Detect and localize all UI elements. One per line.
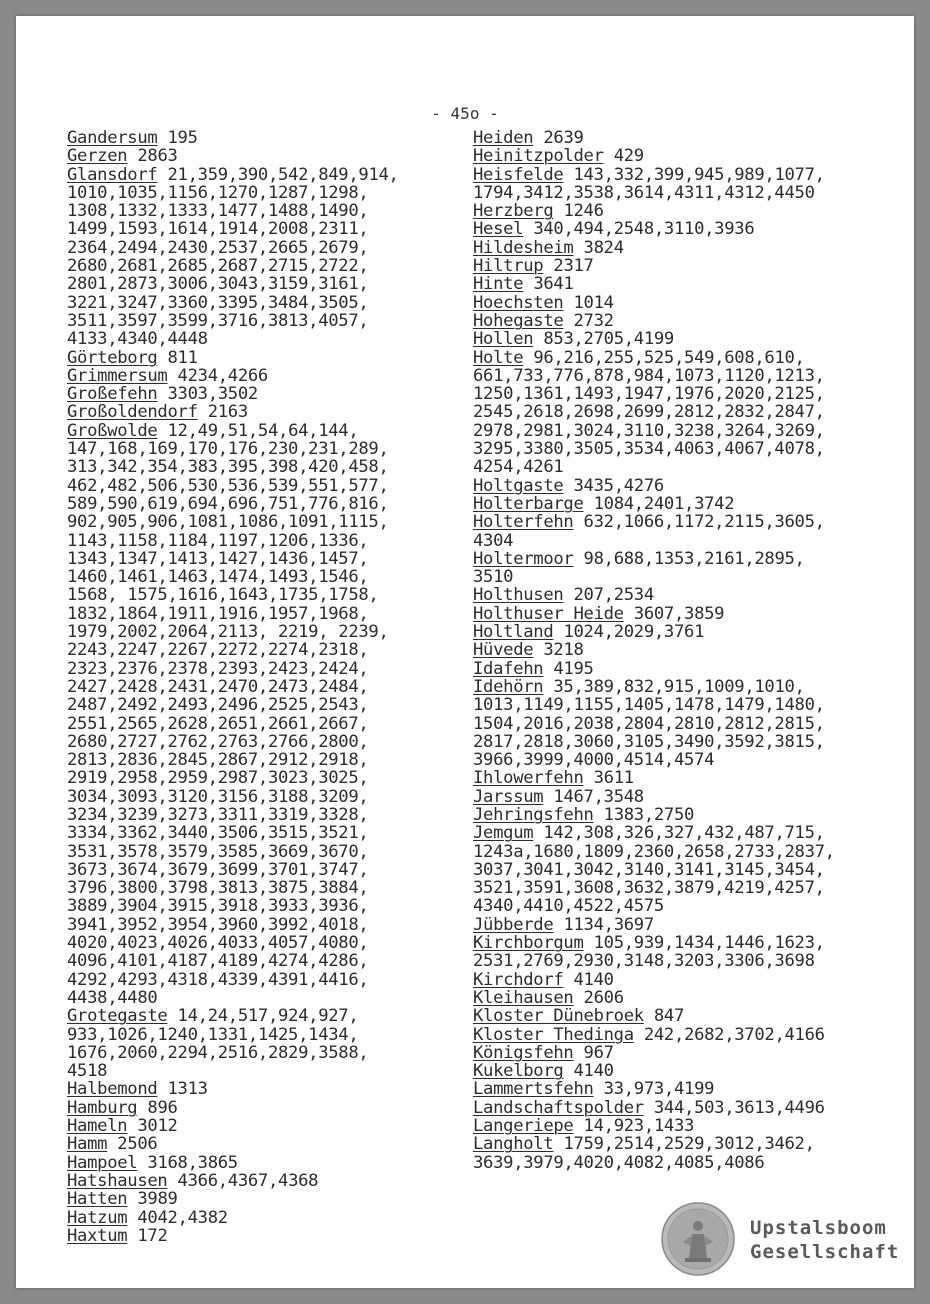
entry-numbers: 14,24,517,924,927, — [177, 1006, 359, 1027]
entry-numbers: 3034,3093,3120,3156,3188,3209, — [67, 786, 369, 807]
index-entry — [473, 660, 903, 678]
entry-numbers: 2863 — [137, 146, 178, 167]
entry-numbers: 2551,2565,2628,2651,2661,2667, — [67, 713, 369, 734]
place-name: Holtland — [473, 622, 554, 643]
place-name: Ihlowerfehn — [473, 768, 584, 789]
place-name: Hatten — [67, 1189, 128, 1210]
index-entry — [473, 824, 903, 915]
entry-numbers: 3511,3597,3599,3716,3813,4057, — [67, 310, 369, 331]
entry-numbers: 98,688,1353,2161,2895, — [583, 548, 805, 569]
entry-numbers: 1134,3697 — [563, 914, 654, 935]
entry-numbers: 853,2705,4199 — [543, 329, 674, 350]
entry-numbers: 1467,3548 — [553, 786, 644, 807]
index-entry — [473, 788, 903, 806]
index-entry — [473, 129, 903, 147]
entry-numbers: 4366,4367,4368 — [177, 1170, 319, 1191]
place-name: Holthuser Heide — [473, 603, 624, 624]
index-entry — [473, 495, 903, 513]
entry-numbers: 1243a,1680,1809,2360,2658,2733,2837, — [473, 841, 835, 862]
place-name: Holterfehn — [473, 512, 574, 533]
index-entry — [473, 623, 903, 641]
entry-numbers: 429 — [613, 146, 644, 167]
entry-numbers: 14,923,1433 — [583, 1116, 695, 1137]
entry-numbers: 4042,4382 — [137, 1207, 228, 1228]
place-name: Hiltrup — [473, 256, 544, 277]
entry-numbers: 1759,2514,2529,3012,3462, — [563, 1134, 815, 1155]
entry-numbers: 2506 — [117, 1134, 158, 1155]
index-column-left — [67, 129, 472, 1245]
index-entry — [473, 294, 903, 312]
entry-numbers: 661,733,776,878,984,1073,1120,1213, — [473, 365, 825, 386]
entry-numbers: 105,939,1434,1446,1623, — [593, 933, 825, 954]
entry-numbers: 2680,2727,2762,2763,2766,2800, — [67, 731, 369, 752]
index-entry — [67, 1117, 472, 1135]
index-entry — [473, 349, 903, 477]
entry-numbers: 172 — [137, 1225, 168, 1246]
entry-numbers: 35,389,832,915,1009,1010, — [553, 676, 805, 697]
entry-numbers: 3531,3578,3579,3585,3669,3670, — [67, 841, 369, 862]
index-entry — [473, 1007, 903, 1025]
entry-numbers: 1794,3412,3538,3614,4311,4312,4450 — [473, 182, 815, 203]
place-name: Kloster Dünebroek — [473, 1006, 644, 1027]
entry-numbers: 4140 — [573, 1061, 614, 1082]
entry-numbers: 896 — [147, 1097, 178, 1118]
place-name: Kleihausen — [473, 987, 574, 1008]
entry-numbers: 1504,2016,2038,2804,2810,2812,2815, — [473, 713, 825, 734]
entry-numbers: 2531,2769,2930,3148,3203,3306,3698 — [473, 951, 815, 972]
place-name: Heiden — [473, 128, 534, 148]
entry-numbers: 2317 — [553, 256, 594, 277]
entry-numbers: 3796,3800,3798,3813,3875,3884, — [67, 878, 369, 899]
entry-numbers: 3334,3362,3440,3506,3515,3521, — [67, 823, 369, 844]
entry-numbers: 2732 — [573, 310, 614, 331]
index-entry — [473, 586, 903, 604]
index-entry — [473, 678, 903, 769]
index-entry — [67, 129, 472, 147]
entry-numbers: 3521,3591,3608,3632,3879,4219,4257, — [473, 878, 825, 899]
entry-numbers: 1010,1035,1156,1270,1287,1298, — [67, 182, 369, 203]
entry-numbers: 1246 — [563, 201, 604, 222]
logo-line-2: Gesellschaft — [750, 1241, 900, 1263]
index-entry — [67, 422, 472, 1008]
entry-numbers: 2606 — [583, 987, 624, 1008]
place-name: Heisfelde — [473, 164, 564, 185]
index-entry — [473, 275, 903, 293]
entry-numbers: 2545,2618,2698,2699,2812,2832,2847, — [473, 402, 825, 423]
entry-numbers: 1343,1347,1413,1427,1436,1457, — [67, 548, 369, 569]
entry-numbers: 3824 — [583, 237, 624, 258]
index-entry — [473, 1026, 903, 1044]
place-name: Hatshausen — [67, 1170, 168, 1191]
entry-numbers: 3966,3999,4000,4514,4574 — [473, 750, 715, 771]
entry-numbers: 1308,1332,1333,1477,1488,1490, — [67, 201, 369, 222]
index-entry — [473, 989, 903, 1007]
index-entry — [473, 202, 903, 220]
entry-numbers: 3234,3239,3273,3311,3319,3328, — [67, 804, 369, 825]
index-entry — [67, 1172, 472, 1190]
entry-numbers: 2978,2981,3024,3110,3238,3264,3269, — [473, 420, 825, 441]
entry-numbers: 4254,4261 — [473, 457, 564, 478]
entry-numbers: 2323,2376,2378,2393,2423,2424, — [67, 658, 369, 679]
place-name: Hamburg — [67, 1097, 138, 1118]
entry-numbers: 2364,2494,2430,2537,2665,2679, — [67, 237, 369, 258]
place-name: Jarssum — [473, 786, 544, 807]
entry-numbers: 3611 — [593, 768, 634, 789]
entry-numbers: 1676,2060,2294,2516,2829,3588, — [67, 1042, 369, 1063]
entry-numbers: 2919,2958,2959,2987,3023,3025, — [67, 768, 369, 789]
index-entry — [473, 239, 903, 257]
entry-numbers: 4140 — [573, 969, 614, 990]
place-name: Holte — [473, 347, 524, 368]
entry-numbers: 3012 — [137, 1116, 178, 1137]
place-name: Jübberde — [473, 914, 554, 935]
entry-numbers: 344,503,3613,4496 — [653, 1097, 825, 1118]
index-entry — [473, 806, 903, 824]
index-entry — [67, 1227, 472, 1245]
index-entry — [473, 513, 903, 550]
document-page — [16, 16, 914, 1288]
index-entry — [473, 1117, 903, 1135]
place-name: Hampoel — [67, 1152, 138, 1173]
place-name: Idehörn — [473, 676, 544, 697]
index-entry — [473, 641, 903, 659]
index-entry — [473, 1099, 903, 1117]
index-entry — [473, 1080, 903, 1098]
entry-numbers: 3607,3859 — [633, 603, 725, 624]
entry-numbers: 3510 — [473, 567, 514, 588]
place-name: Landschaftspolder — [473, 1097, 644, 1118]
entry-numbers: 2487,2492,2493,2496,2525,2543, — [67, 695, 369, 716]
index-entry — [473, 550, 903, 587]
entry-numbers: 1143,1158,1184,1197,1206,1336, — [67, 530, 369, 551]
place-name: Lammertsfehn — [473, 1079, 594, 1100]
place-name: Königsfehn — [473, 1042, 574, 1063]
index-entry — [473, 330, 903, 348]
entry-numbers: 2813,2836,2845,2867,2912,2918, — [67, 750, 369, 771]
entry-numbers: 2801,2873,3006,3043,3159,3161, — [67, 274, 369, 295]
index-entry — [67, 166, 472, 349]
entry-numbers: 967 — [583, 1042, 614, 1063]
index-entry — [67, 147, 472, 165]
place-name: Glansdorf — [67, 164, 158, 185]
entry-numbers: 1832,1864,1911,1916,1957,1968, — [67, 603, 369, 624]
index-entry — [473, 220, 903, 238]
entry-numbers: 313,342,354,383,395,398,420,458, — [67, 457, 389, 478]
place-name: Grimmersum — [67, 365, 168, 386]
index-entry — [473, 934, 903, 971]
entry-numbers: 4292,4293,4318,4339,4391,4416, — [67, 969, 369, 990]
entry-numbers: 632,1066,1172,2115,3605, — [583, 512, 825, 533]
place-name: Jemgum — [473, 823, 534, 844]
entry-numbers: 1313 — [167, 1079, 208, 1100]
entry-numbers: 3221,3247,3360,3395,3484,3505, — [67, 292, 369, 313]
index-entry — [67, 349, 472, 367]
place-name: Holtermoor — [473, 548, 574, 569]
index-entry — [473, 1135, 903, 1172]
entry-numbers: 340,494,2548,3110,3936 — [533, 219, 755, 240]
index-entry — [473, 1062, 903, 1080]
society-logo-text — [750, 1216, 899, 1264]
entry-numbers: 3641 — [533, 274, 574, 295]
entry-numbers: 3435,4276 — [573, 475, 664, 496]
page-number: - 45o - — [431, 104, 499, 123]
place-name: Hatzum — [67, 1207, 128, 1228]
entry-numbers: 4020,4023,4026,4033,4057,4080, — [67, 933, 369, 954]
place-name: Görteborg — [67, 347, 158, 368]
place-name: Kloster Thedinga — [473, 1024, 634, 1045]
index-entry — [67, 1135, 472, 1153]
place-name: Langholt — [473, 1134, 554, 1155]
entry-numbers: 3168,3865 — [147, 1152, 238, 1173]
index-entry — [67, 1190, 472, 1208]
place-name: Herzberg — [473, 201, 554, 222]
place-name: Idafehn — [473, 658, 544, 679]
index-entry — [473, 166, 903, 203]
entry-numbers: 3889,3904,3915,3918,3933,3936, — [67, 896, 369, 917]
entry-numbers: 1250,1361,1493,1947,1976,2020,2125, — [473, 384, 825, 405]
entry-numbers: 33,973,4199 — [603, 1079, 715, 1100]
entry-numbers: 3037,3041,3042,3140,3141,3145,3454, — [473, 859, 825, 880]
place-name: Hüvede — [473, 640, 534, 661]
index-entry — [473, 769, 903, 787]
index-entry — [67, 1099, 472, 1117]
index-entry — [67, 403, 472, 421]
entry-numbers: 4234,4266 — [177, 365, 268, 386]
place-name: Langeriepe — [473, 1116, 574, 1137]
place-name: Großwolde — [67, 420, 158, 441]
entry-numbers: 1499,1593,1614,1914,2008,2311, — [67, 219, 369, 240]
entry-numbers: 96,216,255,525,549,608,610, — [533, 347, 805, 368]
entry-numbers: 21,359,390,542,849,914, — [167, 164, 399, 185]
entry-numbers: 3673,3674,3679,3699,3701,3747, — [67, 859, 369, 880]
entry-numbers: 4195 — [553, 658, 594, 679]
entry-numbers: 12,49,51,54,64,144, — [167, 420, 359, 441]
entry-numbers: 1979,2002,2064,2113, 2219, 2239, — [67, 622, 389, 643]
place-name: Gerzen — [67, 146, 128, 167]
entry-numbers: 4133,4340,4448 — [67, 329, 208, 350]
place-name: Hamm — [67, 1134, 108, 1155]
index-column-right — [473, 129, 903, 1172]
index-entry — [67, 385, 472, 403]
place-name: Holterbarge — [473, 493, 584, 514]
place-name: Holtgaste — [473, 475, 564, 496]
place-name: Holthusen — [473, 585, 564, 606]
place-name: Heinitzpolder — [473, 146, 604, 167]
index-entry — [67, 1154, 472, 1172]
place-name: Kirchdorf — [473, 969, 564, 990]
entry-numbers: 242,2682,3702,4166 — [643, 1024, 825, 1045]
index-entry — [473, 477, 903, 495]
place-name: Hildesheim — [473, 237, 574, 258]
entry-numbers: 3295,3380,3505,3534,4063,4067,4078, — [473, 439, 825, 460]
entry-numbers: 462,482,506,530,536,539,551,577, — [67, 475, 389, 496]
entry-numbers: 1568, 1575,1616,1643,1735,1758, — [67, 585, 379, 606]
index-entry — [473, 312, 903, 330]
index-entry — [473, 257, 903, 275]
place-name: Kirchborgum — [473, 933, 584, 954]
index-entry — [473, 147, 903, 165]
index-entry — [67, 1080, 472, 1098]
entry-numbers: 1024,2029,3761 — [563, 622, 705, 643]
entry-numbers: 3989 — [137, 1189, 178, 1210]
place-name: Großefehn — [67, 384, 158, 405]
entry-numbers: 589,590,619,694,696,751,776,816, — [67, 493, 389, 514]
logo-line-1: Upstalsboom — [750, 1217, 887, 1239]
place-name: Großoldendorf — [67, 402, 198, 423]
entry-numbers: 847 — [653, 1006, 685, 1027]
place-name: Hameln — [67, 1116, 128, 1137]
place-name: Hinte — [473, 274, 524, 295]
index-entry — [67, 367, 472, 385]
place-name: Hesel — [473, 219, 524, 240]
entry-numbers: 3941,3952,3954,3960,3992,4018, — [67, 914, 369, 935]
entry-numbers: 2680,2681,2685,2687,2715,2722, — [67, 256, 369, 277]
index-entry — [473, 971, 903, 989]
entry-numbers: 2817,2818,3060,3105,3490,3592,3815, — [473, 731, 825, 752]
entry-numbers: 2243,2247,2267,2272,2274,2318, — [67, 640, 369, 661]
entry-numbers: 3639,3979,4020,4082,4085,4086 — [473, 1152, 765, 1173]
index-entry — [67, 1209, 472, 1227]
entry-numbers: 902,905,906,1081,1086,1091,1115, — [67, 512, 389, 533]
index-entry — [67, 1007, 472, 1080]
entry-numbers: 2427,2428,2431,2470,2473,2484, — [67, 676, 369, 697]
entry-numbers: 4304 — [473, 530, 514, 551]
entry-numbers: 2163 — [207, 402, 248, 423]
entry-numbers: 143,332,399,945,989,1077, — [573, 164, 825, 185]
entry-numbers: 207,2534 — [573, 585, 654, 606]
entry-numbers: 147,168,169,170,176,230,231,289, — [67, 439, 389, 460]
entry-numbers: 1014 — [573, 292, 614, 313]
entry-numbers: 1383,2750 — [603, 804, 695, 825]
place-name: Haxtum — [67, 1225, 128, 1246]
place-name: Hohegaste — [473, 310, 564, 331]
entry-numbers: 4340,4410,4522,4575 — [473, 896, 664, 917]
place-name: Jehringsfehn — [473, 804, 594, 825]
entry-numbers: 811 — [167, 347, 198, 368]
entry-numbers: 2639 — [543, 128, 584, 148]
entry-numbers: 1460,1461,1463,1474,1493,1546, — [67, 567, 369, 588]
entry-numbers: 195 — [167, 128, 198, 148]
entry-numbers: 1013,1149,1155,1405,1478,1479,1480, — [473, 695, 825, 716]
index-entry — [473, 916, 903, 934]
place-name: Hoechsten — [473, 292, 564, 313]
index-entry — [473, 1044, 903, 1062]
place-name: Halbemond — [67, 1079, 158, 1100]
entry-numbers: 933,1026,1240,1331,1425,1434, — [67, 1024, 359, 1045]
entry-numbers: 4096,4101,4187,4189,4274,4286, — [67, 951, 369, 972]
place-name: Gandersum — [67, 128, 158, 148]
seal-icon — [661, 1202, 735, 1276]
place-name: Hollen — [473, 329, 534, 350]
entry-numbers: 3303,3502 — [167, 384, 258, 405]
place-name: Grotegaste — [67, 1006, 168, 1027]
entry-numbers: 4438,4480 — [67, 987, 158, 1008]
index-entry — [473, 605, 903, 623]
entry-numbers: 1084,2401,3742 — [593, 493, 735, 514]
entry-numbers: 142,308,326,327,432,487,715, — [543, 823, 825, 844]
entry-numbers: 3218 — [543, 640, 584, 661]
entry-numbers: 4518 — [67, 1061, 108, 1082]
place-name: Kukelborg — [473, 1061, 564, 1082]
